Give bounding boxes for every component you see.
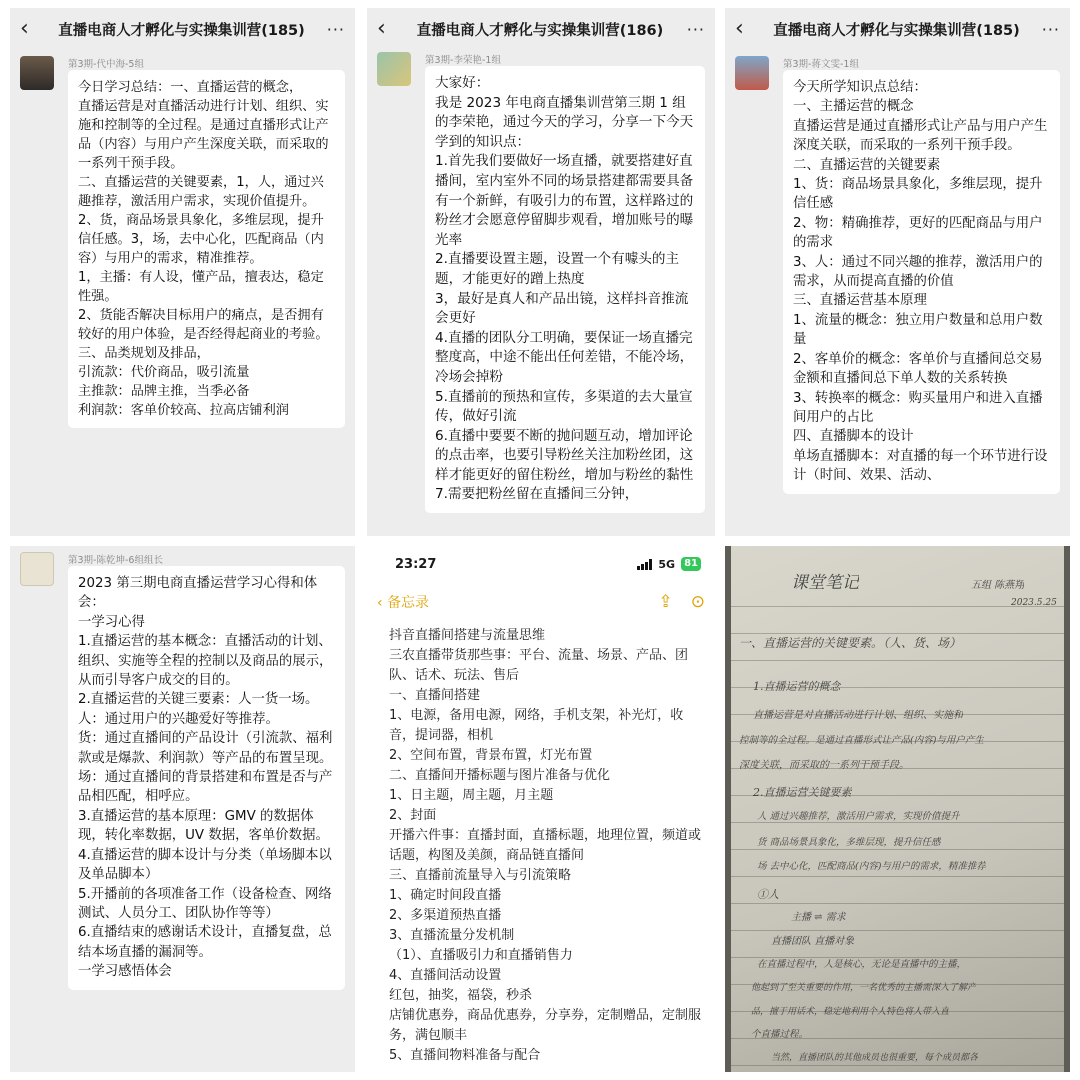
ruled-line <box>731 876 1064 877</box>
handwritten-line: 1.直播运营的概念 <box>753 680 841 693</box>
sender-name: 第3期-李荣艳-1组 <box>425 55 501 66</box>
note-content[interactable] <box>367 622 715 1066</box>
handwritten-line: ①人 <box>757 888 779 901</box>
message-text: 今天所学知识点总结： 一、主播运营的概念 直播运营是通过直播形式让产品与用户产生深度关联，而采取的一系列干预手段。 二、直播运营的关键要素 1、货：商品场景具象化，多维层现，提升信任感 2、物：精确推荐，更好的匹配商品与用户的需求 3、人：通过不同兴趣的推荐，激活用户的需求，从而提高直播的价值 三、直播运营基本原理 1、流量的概念：独立用户数量和总用户数量 2、客单价的概念：客单价与直播间总交易金额和直播间总下单人数的关系转换 3、转换率的概念：购买量用户和进入直播间用户的占比 四、直播脚本的设计 单场直播脚本：对直播的每一个环节进行设计（时间、效果、活动、 <box>793 80 1048 484</box>
signal-icon <box>637 559 652 570</box>
chat-screenshot-2 <box>367 8 715 536</box>
ellipsis-icon[interactable]: ··· <box>1041 19 1060 39</box>
note-line: 2、多渠道预热直播 <box>389 908 502 923</box>
note-line: 一、直播间搭建 <box>389 688 481 703</box>
chat-header <box>10 8 355 50</box>
ruled-line <box>731 822 1064 823</box>
ruled-line <box>731 660 1064 661</box>
message-text: 大家好： 我是 2023 年电商直播集训营第三期 1 组的李荣艳，通过今天的学习，分享一下今天学到的知识点： 1.首先我们要做好一场直播，就要搭建好直播间，室内室外不同的场景搭建都需要具备有一个新鲜，有吸引力的布置，这样路过的粉丝才会愿意停留脚步观看，增加账号的曝光率 2.直播要设置主题，设置一个有噱头的主题，才能更好的蹭上热度 3，最好是真人和产品出镜，这样抖音推流会更好 4.直播的团队分工明确，要保证一场直播完整度高，中途不能出任何差错，不能冷场，冷场会掉粉 5.直播前的预热和宣传，多渠道的去大量宣传，做好引流 6.直播中要要不断的抛问题互动，增加评论的点击率，也要引导粉丝关注加粉丝团，这样才能更好的留住粉丝，增加与粉丝的黏性 7.需要把粉丝留在直播间三分钟， <box>435 75 694 503</box>
message-bubble[interactable] <box>425 66 705 513</box>
handwritten-line: 直播团队 直播对象 <box>771 936 855 947</box>
back-to-notes-button[interactable]: ‹ 备忘录 <box>377 595 430 611</box>
chat-screenshot-4 <box>10 546 355 1072</box>
note-line: 1、日主题，周主题，月主题 <box>389 788 554 803</box>
message <box>10 552 355 990</box>
note-line: 1、电源，备用电源，网络，手机支架，补光灯，收音，提词器，相机 <box>389 708 684 743</box>
handwritten-line: 五组 陈燕翔 <box>971 580 1025 591</box>
message-text: 今日学习总结：一、直播运营的概念， 直播运营是对直播活动进行计划、组织、实施和控制等的全过程。是通过直播形式让产品（内容）与用户产生深度关联，而采取的一系列干预手段。 二、直播运营的关键要素，1，人，通过兴趣推荐，激活用户需求，实现价值提升。2、货，商品场景具象化，多维层现，提升信任感。3，场，去中心化，匹配商品（内容）与用户的需求，精准推荐。 1，主播：有人设，懂产品，擅表达，稳定性强。 2、货能否解决目标用户的痛点，是否拥有较好的用户体验，是否经得起商业的考验。 三、品类规划及排品， 引流款：代价商品，吸引流量 主推款：品牌主推，当季必备 利润款：客单价较高、拉高店铺利润 <box>78 80 329 418</box>
back-label: 备忘录 <box>387 595 430 611</box>
ruled-line <box>731 930 1064 931</box>
note-line: 抖音直播间搭建与流量思维 <box>389 628 546 643</box>
handwritten-line: 2023.5.25 <box>1011 598 1057 608</box>
note-line: 红包，抽奖，福袋，秒杀 <box>389 988 533 1003</box>
chat-screenshot-1 <box>10 8 355 536</box>
handwritten-line: 控制等的全过程。是通过直播形式让产品(内容)与用户产生 <box>739 735 984 746</box>
note-line: 4、直播间活动设置 <box>389 968 502 983</box>
group-title: 直播电商人才孵化与实操集训营(186) <box>416 22 664 39</box>
handwritten-line: 课堂笔记 <box>791 573 859 593</box>
chat-header <box>367 8 715 50</box>
share-icon[interactable]: ⇪ <box>658 592 673 612</box>
handwritten-line: 深度关联，而采取的一系列干预手段。 <box>739 760 909 771</box>
note-line: 1、确定时间段直播 <box>389 888 502 903</box>
handwritten-line: 货 商品场景具象化，多维层现，提升信任感 <box>757 837 941 848</box>
avatar[interactable] <box>377 52 411 86</box>
group-title: 直播电商人才孵化与实操集训营(185) <box>773 22 1020 39</box>
chevron-left-icon[interactable]: ‹ <box>377 16 386 41</box>
message-bubble[interactable] <box>68 70 345 428</box>
handwritten-line: 人 通过兴趣推荐，激活用户需求，实现价值提升 <box>757 811 960 822</box>
status-bar <box>367 546 715 582</box>
sender-name: 第3期-陈乾坤-6组组长 <box>68 555 163 566</box>
note-line: 三农直播带货那些事：平台、流量、场景、产品、团队、话术、玩法、售后 <box>389 648 689 683</box>
clock: 23:27 <box>395 556 437 572</box>
ellipsis-icon[interactable]: ··· <box>326 19 345 39</box>
message-bubble[interactable] <box>783 70 1060 494</box>
ruled-line <box>731 1065 1064 1066</box>
chevron-left-icon[interactable]: ‹ <box>20 16 29 41</box>
more-circle-icon[interactable]: ⊙ <box>690 592 705 612</box>
note-line: 二、直播间开播标题与图片准备与优化 <box>389 768 611 783</box>
ellipsis-icon[interactable]: ··· <box>686 19 705 39</box>
ruled-line <box>731 849 1064 850</box>
ruled-line <box>731 903 1064 904</box>
notes-nav-bar <box>367 582 715 622</box>
avatar[interactable] <box>735 56 769 90</box>
handwritten-line: 场 去中心化，匹配商品(内容)与用户的需求，精准推荐 <box>757 861 986 872</box>
note-line: 店铺优惠券，商品优惠券，分享券，定制赠品，定制服务，满包顺丰 <box>389 1008 702 1043</box>
notebook-page <box>731 546 1064 1072</box>
handwritten-line: 品，擅于用话术，稳定地利用个人特色将人带入直 <box>751 1007 950 1017</box>
note-line: （1）、直播吸引力和直播销售力 <box>389 948 573 963</box>
notebook-photo <box>725 546 1070 1072</box>
chevron-left-icon[interactable]: ‹ <box>735 16 744 41</box>
handwritten-line: 当然，直播团队的其他成员也很重要，每个成员都各 <box>771 1053 979 1063</box>
message <box>367 52 715 513</box>
note-line: 2、空间布置，背景布置，灯光布置 <box>389 748 593 763</box>
message <box>10 56 355 428</box>
handwritten-line: 2.直播运营关键要素 <box>753 786 852 799</box>
handwritten-line: 主播 ⇌ 需求 <box>791 912 846 923</box>
note-line: 3、直播流量分发机制 <box>389 928 515 943</box>
network-type: 5G <box>658 557 676 571</box>
avatar[interactable] <box>20 552 54 586</box>
handwritten-line: 个直播过程。 <box>751 1029 809 1040</box>
note-line: 5、直播间物料准备与配合 <box>389 1048 541 1063</box>
handwritten-line: 直播运营是对直播活动进行计划、组织、实施和 <box>753 710 963 721</box>
sender-name: 第3期-代中海-5组 <box>68 59 144 70</box>
chat-screenshot-3 <box>725 8 1070 536</box>
handwritten-line: 他起到了至关重要的作用，一名优秀的主播需深入了解产 <box>751 983 977 993</box>
note-line: 三、直播前流量导入与引流策略 <box>389 868 572 883</box>
note-line: 2、封面 <box>389 808 437 823</box>
message <box>725 56 1070 494</box>
battery-icon: 81 <box>681 557 701 571</box>
avatar[interactable] <box>20 56 54 90</box>
message-bubble[interactable] <box>68 566 345 990</box>
notes-screenshot <box>367 546 715 1072</box>
handwritten-line: 在直播过程中，人是核心，无论是直播中的主播， <box>757 959 967 970</box>
chat-header <box>725 8 1070 50</box>
message-text: 2023 第三期电商直播运营学习心得和体会： 一学习心得 1.直播运营的基本概念：直播活动的计划、组织、实施等全程的控制以及商品的展示，从而引导客户成交的目的。 2.直播运营的关键三要素：人一货一场。 人：通过用户的兴趣爱好等推荐。 货：通过直播间的产品设计（引流款、福利款或是爆款、利润款）等产品的布置呈现。 场：通过直播间的背景搭建和布置是否与产品相匹配，相呼应。 3.直播运营的基本原理：GMV 的数据体现，转化率数据，UV 数据，客单价数据。 4.直播运营的脚本设计与分类（单场脚本以及单品脚本） 5.开播前的各项准备工作（设备检查、网络测试、人员分工、团队协作等等） 6.直播结束的感谢话术设计，直播复盘，总结本场直播的漏洞等。 一学习感悟体会 <box>78 576 333 980</box>
note-line: 开播六件事：直播封面，直播标题，地理位置，频道或话题，构图及美颜，商品链直播间 <box>389 828 702 863</box>
handwritten-line: 一、直播运营的关键要素。（人、货、场） <box>739 636 962 650</box>
sender-name: 第3期-蒋文雯-1组 <box>783 59 859 70</box>
signal-group <box>637 557 701 571</box>
group-title: 直播电商人才孵化与实操集训营(185) <box>58 22 305 39</box>
